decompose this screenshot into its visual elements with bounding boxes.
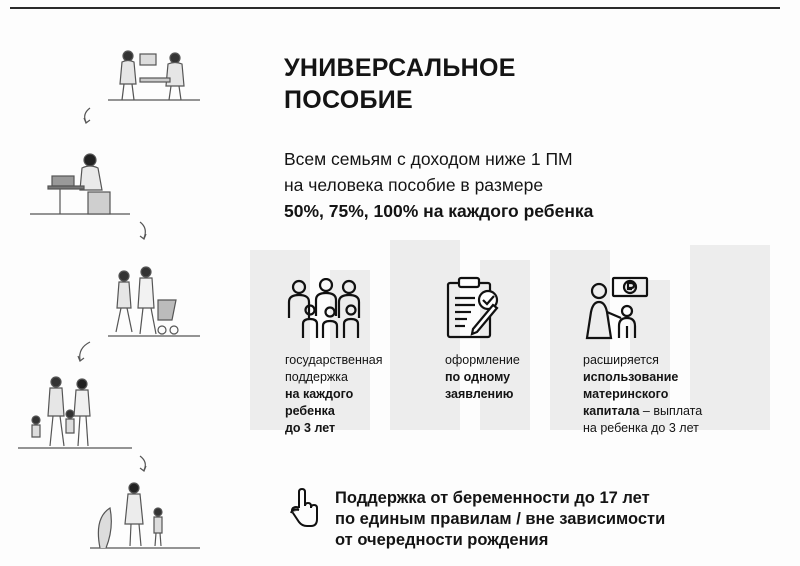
feature-maternity-capital [583, 270, 743, 437]
family-with-children-illustration [18, 377, 132, 448]
feature-3-line-3: материнского [583, 387, 669, 401]
feature-2-line-3: заявлению [445, 387, 514, 401]
feature-2-line-1: оформление [445, 353, 520, 367]
family-icon [285, 278, 367, 340]
feature-1-line-5: до 3 лет [285, 421, 336, 435]
feature-3-line-4 [583, 403, 743, 420]
feature-1-line-3: на каждого [285, 387, 354, 401]
intro-line-2: на человека пособие в размере [284, 175, 544, 195]
feature-1-line-1: государственная [285, 353, 383, 367]
left-illustration-column [0, 0, 200, 566]
couple-with-stroller-illustration [108, 267, 200, 336]
feature-3-capital-word: капитала [583, 404, 640, 418]
intro-text [284, 146, 593, 224]
bottom-line-1: Поддержка от беременности до 17 лет [335, 489, 650, 507]
parent-child-ruble-icon [583, 276, 651, 340]
page-title [284, 52, 516, 116]
bottom-line-2: по единым правилам / вне зависимости [335, 510, 666, 528]
clipboard-check-icon [445, 276, 503, 340]
feature-2-line-2: по одному [445, 370, 511, 384]
title-line-1: УНИВЕРСАЛЬНОЕ [284, 54, 516, 82]
feature-1-line-4: ребенка [285, 404, 335, 418]
intro-line-1: Всем семьям с доходом ниже 1 ПМ [284, 149, 573, 169]
feature-3-line-2: использование [583, 370, 679, 384]
woman-with-laptop-illustration [30, 154, 130, 214]
intro-line-3: 50%, 75%, 100% на каждого ребенка [284, 201, 594, 221]
couple-at-table-illustration [108, 51, 200, 100]
mother-with-child-illustration [90, 483, 200, 548]
feature-3-payout-text: – выплата [639, 404, 703, 418]
bottom-statement [285, 488, 665, 551]
title-line-2: ПОСОБИЕ [284, 86, 414, 114]
bottom-line-3: от очередности рождения [335, 531, 549, 549]
feature-3-line-1: расширяется [583, 353, 659, 367]
feature-support-each-child [285, 270, 435, 437]
feature-1-line-2: поддержка [285, 370, 348, 384]
feature-single-application [445, 270, 575, 403]
pointing-hand-icon [285, 488, 323, 528]
feature-3-line-5: на ребенка до 3 лет [583, 421, 699, 435]
